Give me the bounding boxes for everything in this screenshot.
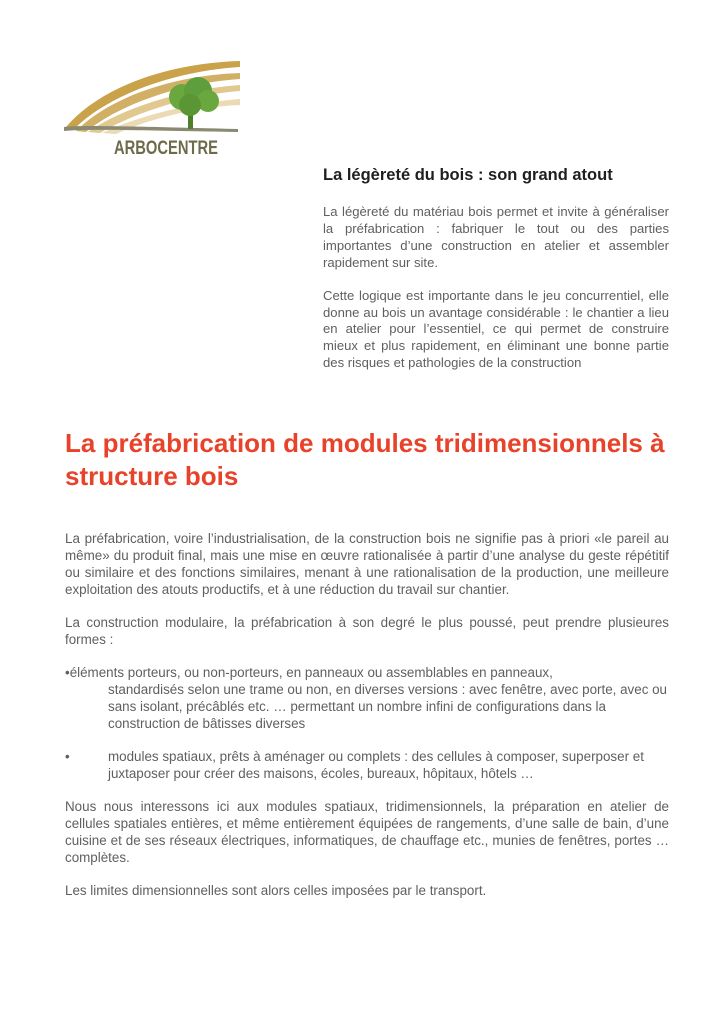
bullet-panels-continuation: standardisés selon une trame ou non, en diverses versions : avec fenêtre, avec porte, avec ou sans isolant, précâblés etc. … permettant un nombre infini de configurations dans la construction de bâtisses diverses [108,682,668,731]
side-paragraph-2: Cette logique est importante dans le jeu concurrentiel, elle donne au bois un avantage considérable : le chantier a lieu en atelier pour l’essentiel, ce qui permet de construire mieux et plus rapidement, en éliminant une bonne partie des risques et pathologies de la construction [323,287,669,371]
limits-paragraph: Les limites dimensionnelles sont alors celles imposées par le transport. [65,883,487,898]
side-paragraph-1: La légèreté du matériau bois permet et invite à généraliser la préfabrication : fabriquer le tout ou des parties importantes d’une construction en atelier et assembler rapidement sur site. [323,204,669,270]
sidebar-article [323,164,669,388]
bullet-panels [65,664,669,732]
main-body [65,530,669,915]
arbocentre-logo [62,55,242,160]
bullet-spatial-modules [65,748,669,782]
modular-paragraph: La construction modulaire, la préfabrication à son degré le plus poussé, peut prendre plusieures formes : [65,615,669,647]
side-heading: La légèreté du bois : son grand atout [323,166,613,184]
logo-graphic [62,55,242,160]
intro-paragraph: La préfabrication, voire l’industrialisation, de la construction bois ne signifie pas à priori «le pareil au même» du produit final, mais une mise en œuvre rationalisée à partir d’une analyse du geste répétitif ou similaire et des fonctions similaires, menant à une rationalisation de la production, une meilleure exploitation des atouts productifs, et à une réduction du travail sur chantier. [65,531,669,597]
spatial-paragraph: Nous nous interessons ici aux modules spatiaux, tridimensionnels, la préparation en atelier de cellules spatiales entières, et même entièrement équipées de rangements, d’une salle de bain, d’une cuisine et de ses réseaux électriques, informatiques, de chauffage etc., munies de fenêtres, portes … complètes. [65,799,669,865]
bullet-spatial-text: modules spatiaux, prêts à aménager ou complets : des cellules à composer, superposer et juxtaposer pour créer des maisons, écoles, bureaux, hôpitaux, hôtels … [108,749,644,781]
main-title: La préfabrication de modules tridimensionnels à structure bois [65,428,665,491]
bullet-panels-first-line: •éléments porteurs, ou non-porteurs, en panneaux ou assemblables en panneaux, [65,665,553,680]
bullet-mark: • [65,749,70,764]
logo-text: ARBOCENTRE [114,138,218,159]
